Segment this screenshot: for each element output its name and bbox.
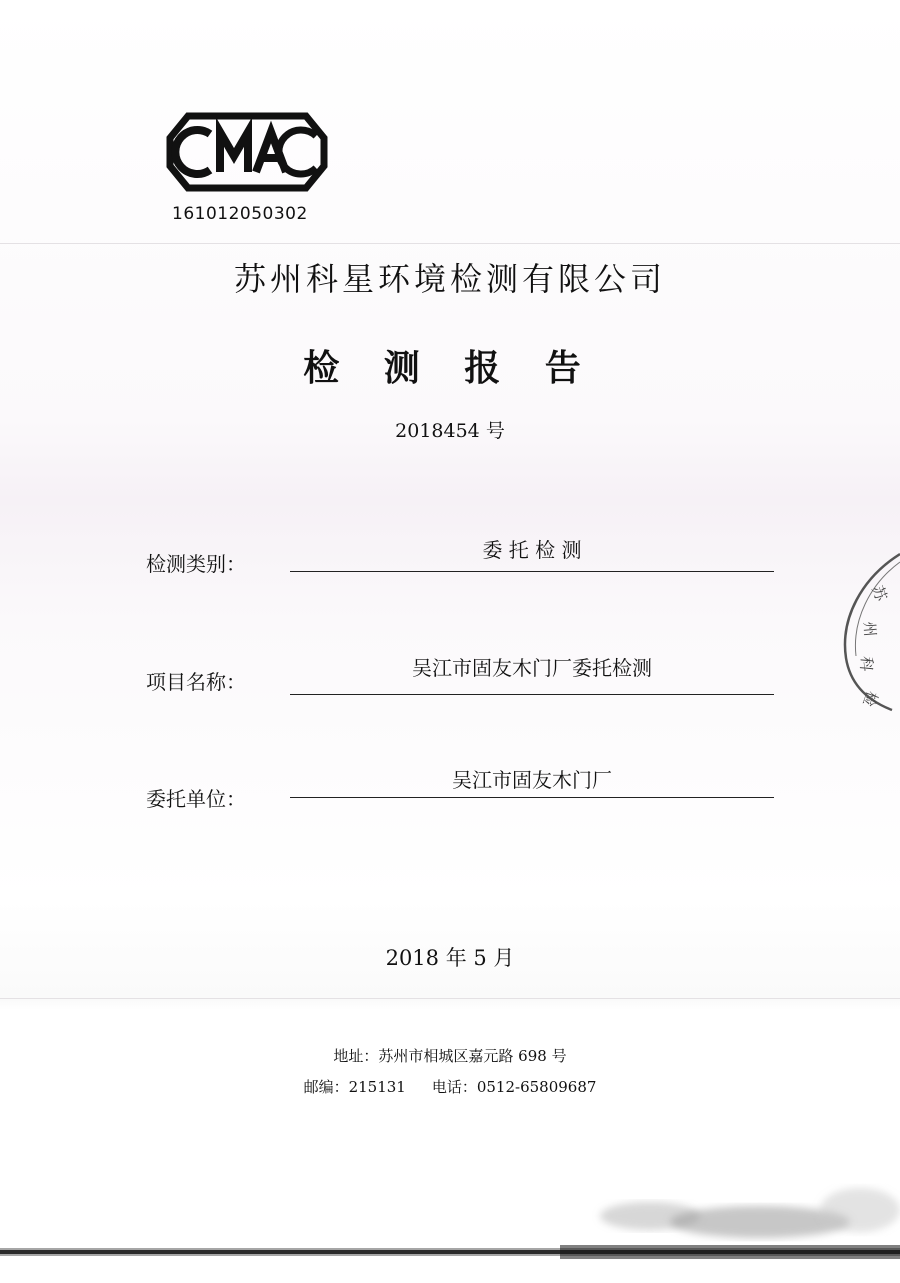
svg-text:科: 科 (856, 655, 876, 673)
field-underline (290, 694, 774, 695)
cma-certificate-number: 161012050302 (172, 204, 308, 224)
svg-text:检: 检 (859, 688, 882, 709)
field-label-client: 委托单位： (146, 787, 246, 811)
svg-text:州: 州 (860, 620, 880, 638)
field-label-project-name: 项目名称： (146, 670, 246, 694)
cma-logo (166, 112, 328, 192)
fold-line (0, 998, 900, 999)
footer-contact (0, 1076, 900, 1097)
scan-edge-band (0, 1245, 900, 1259)
footer-postcode: 邮编：215131 (303, 1078, 406, 1096)
field-value-client: 吴江市固友木门厂 (452, 768, 612, 792)
field-label-test-category: 检测类别： (146, 552, 246, 576)
field-underline (290, 797, 774, 798)
svg-text:苏: 苏 (868, 583, 891, 604)
footer-phone: 电话：0512-65809687 (431, 1078, 597, 1096)
company-name: 苏州科星环境检测有限公司 (233, 260, 666, 298)
field-underline (290, 571, 774, 572)
field-value-project-name: 吴江市固友木门厂委托检测 (412, 656, 652, 680)
report-date: 2018 年 5 月 (385, 946, 515, 970)
report-number: 2018454 号 (395, 420, 505, 442)
scan-smudge (560, 1180, 900, 1250)
company-seal-stamp (832, 548, 900, 718)
field-value-test-category: 委 托 检 测 (482, 538, 582, 562)
report-title: 检 测 报 告 (303, 348, 597, 389)
fold-line (0, 243, 900, 244)
footer-address: 地址：苏州市相城区嘉元路 698 号 (333, 1047, 567, 1065)
